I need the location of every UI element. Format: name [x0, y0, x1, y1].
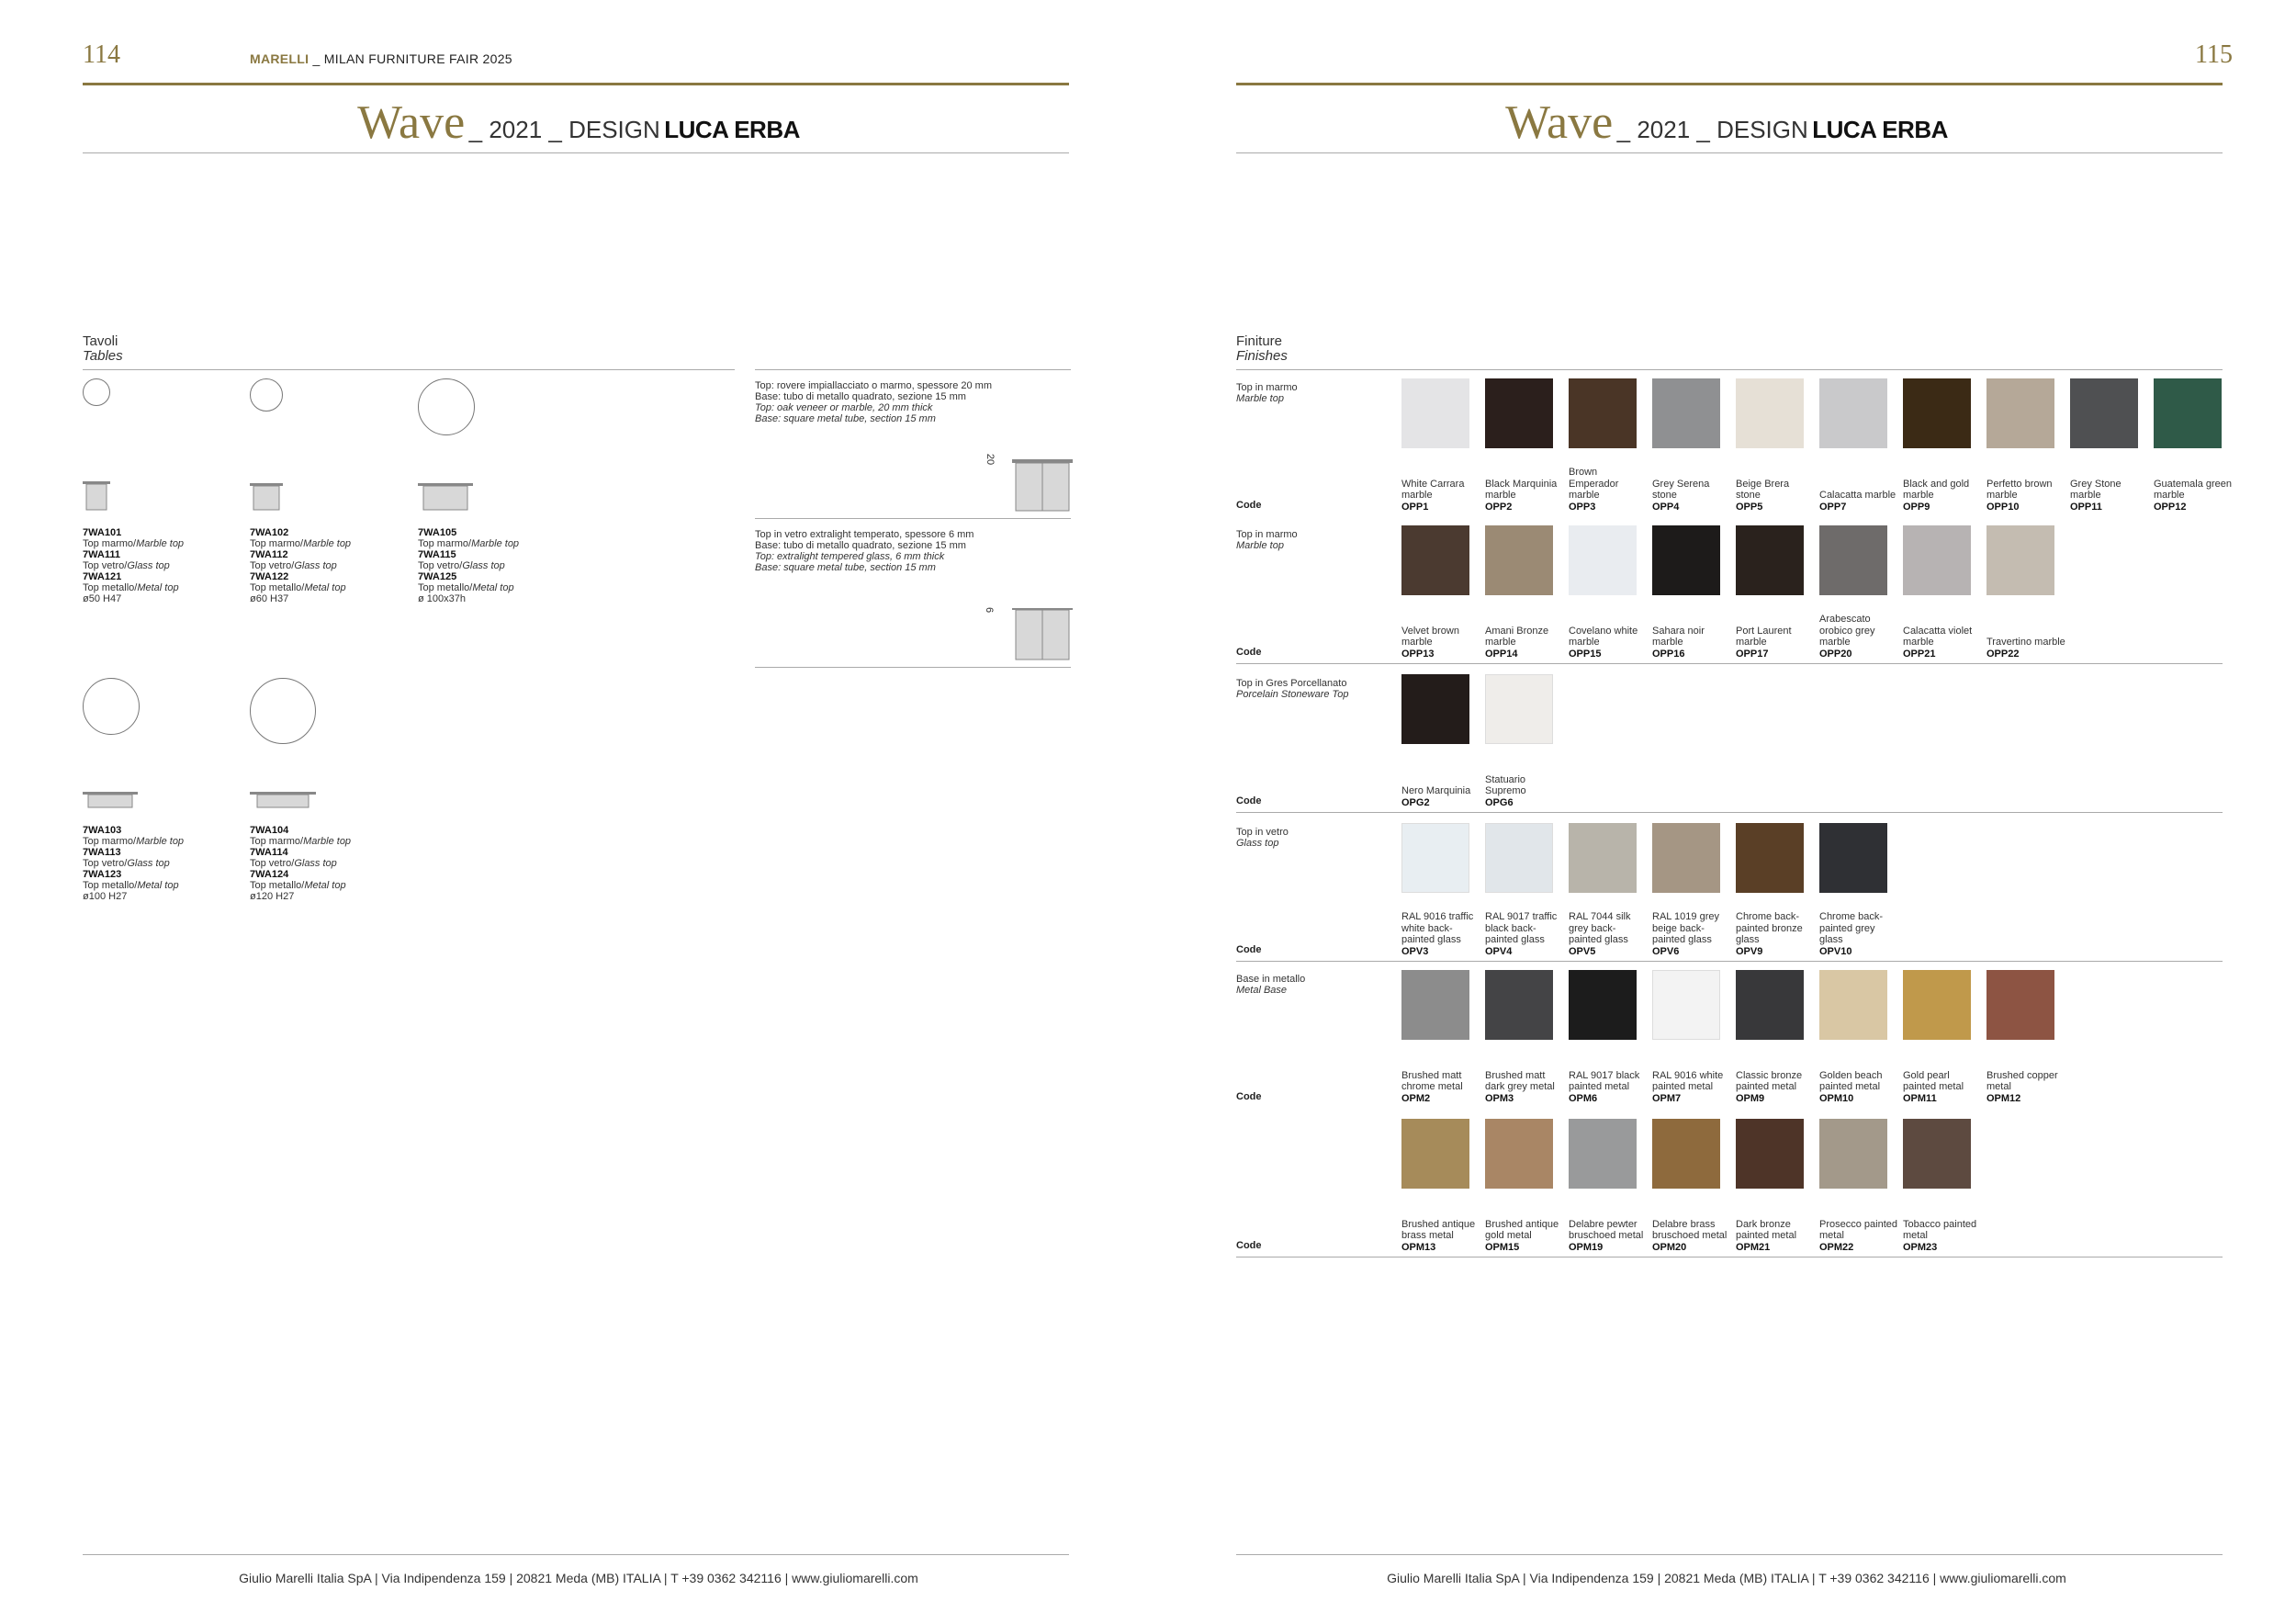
finish-label: Covelano white marble OPP15 — [1569, 625, 1638, 660]
finish-swatch — [1819, 378, 1887, 448]
finish-group-label: Top in marmo Marble top — [1236, 529, 1298, 551]
finish-swatch — [1986, 378, 2054, 448]
table-top-plan — [83, 378, 110, 406]
table-top-plan — [250, 378, 283, 412]
finish-group-label: Base in metallo Metal Base — [1236, 974, 1306, 996]
spec-dimension: 20 — [985, 453, 996, 466]
spec-section-drawing — [1012, 459, 1073, 513]
finish-label: White Carrara marble OPP1 — [1401, 478, 1465, 513]
finish-label: RAL 9017 traffic black back-painted glass OPV4 — [1485, 911, 1558, 957]
finish-label: Chrome back-painted bronze glass OPV9 — [1736, 911, 1803, 957]
finish-label: RAL 9017 black painted metal OPM6 — [1569, 1069, 1640, 1104]
table-info: 7WA105 Top marmo/Marble top 7WA115 Top vetro/Glass top 7WA125 Top metallo/Metal top ø 100x37h — [418, 527, 520, 604]
finish-group-label: Top in marmo Marble top — [1236, 382, 1298, 404]
finish-swatch — [1401, 823, 1469, 893]
finish-swatch — [2070, 378, 2138, 448]
finish-swatch — [1485, 378, 1553, 448]
code-label: Code — [1236, 1091, 1262, 1102]
finish-swatch — [1401, 525, 1469, 595]
finish-label: Brushed antique brass metal OPM13 — [1401, 1218, 1476, 1253]
table-info: 7WA104 Top marmo/Marble top 7WA114 Top vetro/Glass top 7WA124 Top metallo/Metal top ø120 H27 — [250, 825, 352, 902]
finish-label: Grey Stone marble OPP11 — [2070, 478, 2122, 513]
finish-swatch — [1569, 378, 1637, 448]
finish-group-label: Top in vetro Glass top — [1236, 827, 1289, 849]
finish-label: Delabre pewter bruschoed metal OPM19 — [1569, 1218, 1644, 1253]
finish-label: Nero Marquinia OPG2 — [1401, 785, 1471, 808]
finish-label: RAL 1019 grey beige back-painted glass OPV6 — [1652, 911, 1719, 957]
finish-swatch — [1819, 525, 1887, 595]
finish-swatch — [1652, 1119, 1720, 1189]
footer-rule — [1236, 1554, 2223, 1555]
header-brand: MARELLI _ MILAN FURNITURE FAIR 2025 — [250, 51, 512, 66]
finish-swatch — [1736, 525, 1804, 595]
section-title: Finiture Finishes — [1236, 333, 1288, 364]
finish-swatch — [1569, 970, 1637, 1040]
finish-swatch — [1652, 970, 1720, 1040]
finish-swatch — [1903, 525, 1971, 595]
finish-label: Tobacco painted metal OPM23 — [1903, 1218, 1977, 1253]
title-rule — [1236, 152, 2223, 153]
table-side-view — [250, 792, 316, 808]
finish-swatch — [1401, 970, 1469, 1040]
finish-label: Chrome back-painted grey glass OPV10 — [1819, 911, 1884, 957]
group-rule — [1236, 961, 2223, 962]
finish-swatch — [2154, 378, 2222, 448]
finish-swatch — [1819, 970, 1887, 1040]
finish-swatch — [1736, 1119, 1804, 1189]
finish-swatch — [1986, 970, 2054, 1040]
section-rule — [83, 369, 735, 370]
finish-label: RAL 7044 silk grey back-painted glass OPV5 — [1569, 911, 1631, 957]
finish-swatch — [1401, 378, 1469, 448]
title-rule — [83, 152, 1069, 153]
finish-swatch — [1569, 823, 1637, 893]
finish-label: Prosecco painted metal OPM22 — [1819, 1218, 1897, 1253]
table-top-plan — [250, 678, 316, 744]
group-rule — [1236, 663, 2223, 664]
finish-label: Brushed antique gold metal OPM15 — [1485, 1218, 1559, 1253]
finish-label: Guatemala green marble OPP12 — [2154, 478, 2232, 513]
page-title: Wave _ 2021 _ DESIGN LUCA ERBA — [1505, 96, 1948, 149]
finish-label: Golden beach painted metal OPM10 — [1819, 1069, 1883, 1104]
finish-swatch — [1401, 1119, 1469, 1189]
table-top-plan — [83, 678, 140, 735]
table-side-view — [83, 481, 110, 511]
finish-label: Dark bronze painted metal OPM21 — [1736, 1218, 1797, 1253]
finish-swatch — [1736, 823, 1804, 893]
finish-label: Travertino marble OPP22 — [1986, 637, 2065, 660]
finish-swatch — [1986, 525, 2054, 595]
finish-label: Black Marquinia marble OPP2 — [1485, 478, 1558, 513]
table-info: 7WA101 Top marmo/Marble top 7WA111 Top vetro/Glass top 7WA121 Top metallo/Metal top ø50 H47 — [83, 527, 185, 604]
finish-swatch — [1736, 970, 1804, 1040]
finish-label: Amani Bronze marble OPP14 — [1485, 625, 1549, 660]
footer: Giulio Marelli Italia SpA | Via Indipendenza 159 | 20821 Meda (MB) ITALIA | T +39 0362 342116 | www.giuliomarelli.com — [1387, 1571, 2066, 1585]
finish-label: Brown Emperador marble OPP3 — [1569, 467, 1619, 513]
table-side-view — [418, 483, 473, 511]
finish-swatch — [1569, 525, 1637, 595]
right-page — [1148, 0, 2296, 1624]
finish-label: Statuario Supremo OPG6 — [1485, 773, 1526, 808]
finish-swatch — [1485, 525, 1553, 595]
spec-section-drawing — [1012, 608, 1073, 661]
finish-label: Brushed copper metal OPM12 — [1986, 1069, 2058, 1104]
finish-swatch — [1485, 970, 1553, 1040]
finish-label: RAL 9016 traffic white back-painted glass OPV3 — [1401, 911, 1474, 957]
code-label: Code — [1236, 500, 1262, 511]
table-side-view — [83, 792, 138, 808]
spec-rule — [755, 667, 1071, 668]
section-rule — [1236, 369, 2223, 370]
code-label: Code — [1236, 1240, 1262, 1251]
finish-label: Velvet brown marble OPP13 — [1401, 625, 1459, 660]
finish-label: Black and gold marble OPP9 — [1903, 478, 1970, 513]
finish-swatch — [1652, 525, 1720, 595]
finish-swatch — [1485, 674, 1553, 744]
code-label: Code — [1236, 944, 1262, 955]
footer-rule — [83, 1554, 1069, 1555]
finish-swatch — [1652, 378, 1720, 448]
finish-swatch — [1401, 674, 1469, 744]
spec-text: Top: rovere impiallacciato o marmo, spessore 20 mm Base: tubo di metallo quadrato, sezione 15 mm Top: oak veneer or marble, 20 mm thick Base: square metal tube, section 15 mm — [755, 380, 992, 424]
finish-swatch — [1652, 823, 1720, 893]
finish-label: RAL 9016 white painted metal OPM7 — [1652, 1069, 1724, 1104]
finish-label: Gold pearl painted metal OPM11 — [1903, 1069, 1964, 1104]
table-info: 7WA102 Top marmo/Marble top 7WA112 Top vetro/Glass top 7WA122 Top metallo/Metal top ø60 H37 — [250, 527, 352, 604]
finish-swatch — [1903, 378, 1971, 448]
table-info: 7WA103 Top marmo/Marble top 7WA113 Top vetro/Glass top 7WA123 Top metallo/Metal top ø100 H27 — [83, 825, 185, 902]
finish-label: Brushed matt dark grey metal OPM3 — [1485, 1069, 1555, 1104]
header-rule — [83, 83, 1069, 85]
finish-label: Port Laurent marble OPP17 — [1736, 625, 1792, 660]
finish-label: Grey Serena stone OPP4 — [1652, 478, 1710, 513]
section-title: Tavoli Tables — [83, 333, 123, 364]
finish-swatch — [1819, 823, 1887, 893]
finish-swatch — [1903, 970, 1971, 1040]
table-side-view — [250, 483, 283, 511]
spec-rule — [755, 518, 1071, 519]
finish-swatch — [1819, 1119, 1887, 1189]
finish-label: Perfetto brown marble OPP10 — [1986, 478, 2053, 513]
spec-text: Top in vetro extralight temperato, spessore 6 mm Base: tubo di metallo quadrato, sezione 15 mm Top: extralight tempered glass, 6 mm thick Base: square metal tube, section 15 mm — [755, 529, 974, 573]
finish-label: Sahara noir marble OPP16 — [1652, 625, 1705, 660]
finish-label: Arabescato orobico grey marble OPP20 — [1819, 614, 1875, 660]
spec-rule — [755, 369, 1071, 370]
page-number: 115 — [2195, 40, 2233, 69]
finish-label: Beige Brera stone OPP5 — [1736, 478, 1790, 513]
finish-swatch — [1485, 823, 1553, 893]
finish-swatch — [1569, 1119, 1637, 1189]
finish-label: Calacatta marble OPP7 — [1819, 490, 1896, 513]
finish-group-label: Top in Gres Porcellanato Porcelain Stoneware Top — [1236, 678, 1349, 700]
finish-swatch — [1485, 1119, 1553, 1189]
finish-label: Classic bronze painted metal OPM9 — [1736, 1069, 1803, 1104]
finish-label: Brushed matt chrome metal OPM2 — [1401, 1069, 1463, 1104]
header-rule — [1236, 83, 2223, 85]
code-label: Code — [1236, 647, 1262, 658]
table-top-plan — [418, 378, 475, 435]
finish-label: Calacatta violet marble OPP21 — [1903, 625, 1973, 660]
page-title: Wave _ 2021 _ DESIGN LUCA ERBA — [357, 96, 800, 149]
code-label: Code — [1236, 795, 1262, 806]
finish-swatch — [1736, 378, 1804, 448]
spec-dimension: 6 — [984, 606, 996, 614]
footer: Giulio Marelli Italia SpA | Via Indipendenza 159 | 20821 Meda (MB) ITALIA | T +39 0362 342116 | www.giuliomarelli.com — [239, 1571, 918, 1585]
finish-label: Delabre brass bruschoed metal OPM20 — [1652, 1218, 1728, 1253]
group-rule — [1236, 812, 2223, 813]
finish-swatch — [1903, 1119, 1971, 1189]
page-number: 114 — [83, 40, 120, 69]
